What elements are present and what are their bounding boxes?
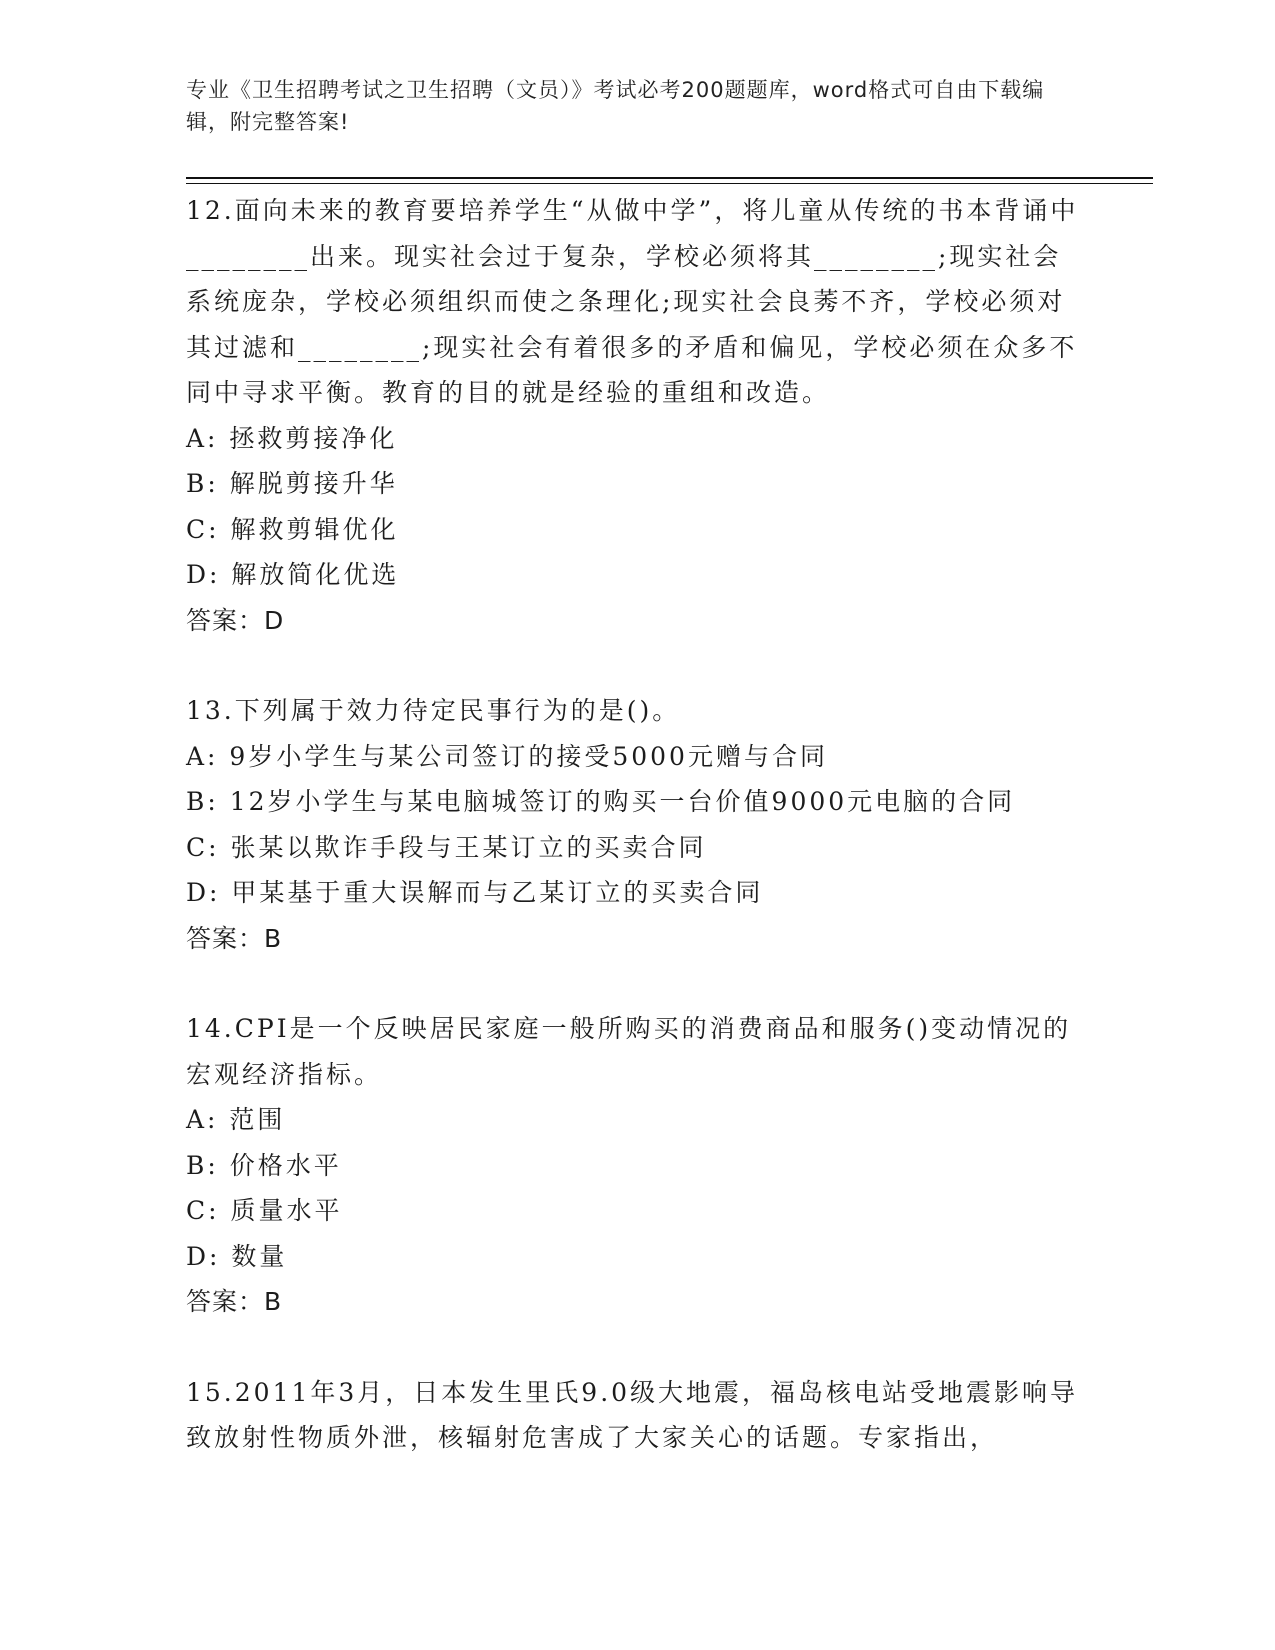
option-d: D: 解放简化优选 xyxy=(186,560,400,589)
question-text: 15.2011年3月，日本发生里氏9.0级大地震，福岛核电站受地震影响导致放射性物质外泄，核辐射危害成了大家关心的话题。专家指出， xyxy=(186,1377,1079,1452)
question-text: 14.CPI是一个反映居民家庭一般所购买的消费商品和服务()变动情况的宏观经济指标。 xyxy=(186,1014,1072,1089)
option-c: C: 张某以欺诈手段与王某订立的买卖合同 xyxy=(186,832,707,862)
option-d: D: 甲某基于重大误解而与乙某订立的买卖合同 xyxy=(186,878,764,907)
spacer xyxy=(186,1325,1086,1370)
option-a: A: 范围 xyxy=(186,1105,286,1134)
spacer xyxy=(186,643,1086,688)
option-d: D: 数量 xyxy=(186,1241,288,1271)
question-13 xyxy=(186,688,1086,961)
option-b: B: 12岁小学生与某电脑城签订的购买一台价值9000元电脑的合同 xyxy=(186,787,1016,816)
option-c: C: 质量水平 xyxy=(186,1196,343,1225)
document-header xyxy=(186,74,1066,138)
option-a: A: 拯救剪接净化 xyxy=(186,423,398,453)
header-title: 专业《卫生招聘考试之卫生招聘（文员）》考试必考200题题库，word格式可自由下载编辑，附完整答案! xyxy=(186,78,1045,134)
header-rule-thin xyxy=(186,183,1153,184)
header-rule-thick xyxy=(186,177,1153,179)
answer: 答案：B xyxy=(186,1287,283,1316)
option-b: B: 价格水平 xyxy=(186,1150,342,1180)
question-14 xyxy=(186,1006,1086,1325)
question-15 xyxy=(186,1370,1086,1461)
answer: 答案：B xyxy=(186,923,283,953)
answer: 答案：D xyxy=(186,605,285,635)
option-b: B: 解脱剪接升华 xyxy=(186,469,398,498)
option-c: C: 解救剪辑优化 xyxy=(186,514,399,544)
spacer xyxy=(186,961,1086,1006)
question-text: 13.下列属于效力待定民事行为的是()。 xyxy=(186,696,681,725)
question-list xyxy=(186,188,1086,1461)
question-text: 12.面向未来的教育要培养学生“从做中学”，将儿童从传统的书本背诵中________出来。现实社会过于复杂，学校必须将其________;现实社会系统庞杂，学校必须组织而使之条理化;现实社会良莠不齐，学校必须对其过滤和________;现实社会有着很多的矛盾和偏见，学校必须在众多不同中寻求平衡。教育的目的就是经验的重组和改造。 xyxy=(186,196,1079,407)
option-a: A: 9岁小学生与某公司签订的接受5000元赠与合同 xyxy=(186,741,828,771)
question-12 xyxy=(186,188,1086,643)
